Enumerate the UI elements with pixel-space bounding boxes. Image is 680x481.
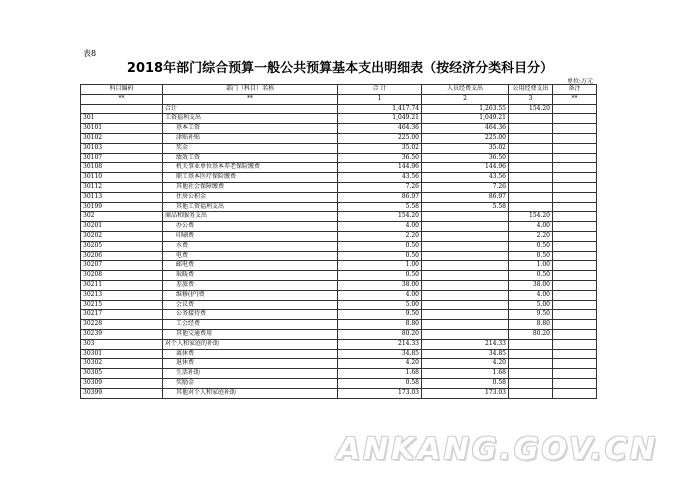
table-row xyxy=(81,124,597,134)
header-note: 备注 xyxy=(553,85,597,95)
cell-code: 30309 xyxy=(81,378,163,388)
table-row xyxy=(81,163,597,173)
table-row xyxy=(81,143,597,153)
cell-name: 绩效工资 xyxy=(163,153,338,163)
cell-total: 0.50 xyxy=(338,271,422,281)
cell-note xyxy=(553,388,597,398)
cell-name: 其他交通费用 xyxy=(163,329,338,339)
cell-name: 电费 xyxy=(163,251,338,261)
cell-code: 30202 xyxy=(81,231,163,241)
cell-personnel: 36.50 xyxy=(422,153,509,163)
cell-code: 302 xyxy=(81,212,163,222)
cell-code: 30206 xyxy=(81,251,163,261)
cell-name: 公务接待费 xyxy=(163,310,338,320)
cell-personnel xyxy=(422,251,509,261)
cell-public: 2.20 xyxy=(509,231,553,241)
cell-public: 80.20 xyxy=(509,329,553,339)
cell-code: 30305 xyxy=(81,369,163,379)
cell-personnel: 225.00 xyxy=(422,133,509,143)
cell-note xyxy=(553,222,597,232)
cell-total: 214.33 xyxy=(338,339,422,349)
table-row xyxy=(81,104,597,114)
cell-code: 30215 xyxy=(81,300,163,310)
cell-total: 154.20 xyxy=(338,212,422,222)
cell-total: 1,049.21 xyxy=(338,114,422,124)
cell-total: 35.02 xyxy=(338,143,422,153)
cell-name: 合计 xyxy=(163,104,338,114)
cell-note xyxy=(553,163,597,173)
cell-public: 0.50 xyxy=(509,271,553,281)
cell-name: 基本工资 xyxy=(163,124,338,134)
table-row xyxy=(81,339,597,349)
expenditure-table xyxy=(80,84,597,399)
site-watermark: ANKANG.GOV.CN xyxy=(336,432,658,467)
table-row xyxy=(81,310,597,320)
cell-public: 5.00 xyxy=(509,300,553,310)
cell-personnel: 1,049.21 xyxy=(422,114,509,124)
table-row xyxy=(81,212,597,222)
cell-note xyxy=(553,251,597,261)
cell-code: 30208 xyxy=(81,271,163,281)
table-row xyxy=(81,388,597,398)
cell-personnel xyxy=(422,212,509,222)
cell-code: 30108 xyxy=(81,163,163,173)
cell-personnel xyxy=(422,310,509,320)
header-name: 部门（科目）名称 xyxy=(163,85,338,95)
cell-note xyxy=(553,212,597,222)
cell-public: 1.00 xyxy=(509,261,553,271)
cell-total: 4.00 xyxy=(338,222,422,232)
cell-total: 0.58 xyxy=(338,378,422,388)
cell-total: 8.80 xyxy=(338,320,422,330)
cell-code: 30110 xyxy=(81,173,163,183)
cell-code: 30112 xyxy=(81,182,163,192)
cell-total: 34.85 xyxy=(338,349,422,359)
cell-note xyxy=(553,173,597,183)
cell-name: 其他工资福利支出 xyxy=(163,202,338,212)
cell-note xyxy=(553,153,597,163)
cell-code: 30399 xyxy=(81,388,163,398)
table-row xyxy=(81,231,597,241)
cell-code: 30199 xyxy=(81,202,163,212)
cell-total: 0.50 xyxy=(338,241,422,251)
cell-total: 4.00 xyxy=(338,290,422,300)
cell-total: 80.20 xyxy=(338,329,422,339)
cell-personnel xyxy=(422,329,509,339)
table-row xyxy=(81,290,597,300)
cell-personnel xyxy=(422,320,509,330)
cell-name: 奖励金 xyxy=(163,378,338,388)
subheader-code: ** xyxy=(81,94,163,104)
cell-code: 30103 xyxy=(81,143,163,153)
cell-note xyxy=(553,192,597,202)
cell-note xyxy=(553,182,597,192)
table-row xyxy=(81,133,597,143)
cell-name: 差旅费 xyxy=(163,280,338,290)
cell-total: 0.50 xyxy=(338,251,422,261)
cell-name: 奖金 xyxy=(163,143,338,153)
table-row xyxy=(81,261,597,271)
cell-public xyxy=(509,192,553,202)
cell-total: 5.58 xyxy=(338,202,422,212)
cell-personnel: 144.96 xyxy=(422,163,509,173)
cell-public xyxy=(509,359,553,369)
cell-personnel: 173.03 xyxy=(422,388,509,398)
cell-public xyxy=(509,143,553,153)
cell-public xyxy=(509,114,553,124)
header-row xyxy=(81,85,597,95)
cell-total: 2.20 xyxy=(338,231,422,241)
table-row xyxy=(81,241,597,251)
cell-note xyxy=(553,280,597,290)
cell-public: 38.00 xyxy=(509,280,553,290)
cell-name: 水费 xyxy=(163,241,338,251)
cell-public: 4.00 xyxy=(509,290,553,300)
cell-name: 生活补助 xyxy=(163,369,338,379)
cell-name: 机关事业单位基本养老保险缴费 xyxy=(163,163,338,173)
cell-name: 会议费 xyxy=(163,300,338,310)
cell-note xyxy=(553,339,597,349)
cell-note xyxy=(553,310,597,320)
cell-name: 工会经费 xyxy=(163,320,338,330)
cell-code: 30102 xyxy=(81,133,163,143)
cell-code: 30211 xyxy=(81,280,163,290)
cell-name: 取暖费 xyxy=(163,271,338,281)
table-row xyxy=(81,114,597,124)
cell-note xyxy=(553,124,597,134)
header-personnel: 人员经费支出 xyxy=(422,85,509,95)
cell-total: 4.20 xyxy=(338,359,422,369)
cell-personnel: 43.56 xyxy=(422,173,509,183)
cell-name: 对个人和家庭的补助 xyxy=(163,339,338,349)
cell-public xyxy=(509,124,553,134)
cell-public: 8.80 xyxy=(509,320,553,330)
cell-personnel xyxy=(422,241,509,251)
cell-name: 离休费 xyxy=(163,349,338,359)
cell-total: 144.96 xyxy=(338,163,422,173)
subheader-note: ** xyxy=(553,94,597,104)
subheader-name: ** xyxy=(163,94,338,104)
table-row xyxy=(81,349,597,359)
table-row xyxy=(81,320,597,330)
cell-note xyxy=(553,290,597,300)
cell-public: 0.50 xyxy=(509,251,553,261)
cell-note xyxy=(553,202,597,212)
subheader-public: 3 xyxy=(509,94,553,104)
cell-note xyxy=(553,114,597,124)
cell-personnel: 86.97 xyxy=(422,192,509,202)
table-row xyxy=(81,329,597,339)
cell-personnel: 464.36 xyxy=(422,124,509,134)
cell-public: 0.50 xyxy=(509,241,553,251)
cell-name: 印刷费 xyxy=(163,231,338,241)
cell-personnel xyxy=(422,300,509,310)
table-row xyxy=(81,369,597,379)
cell-total: 225.00 xyxy=(338,133,422,143)
cell-note xyxy=(553,329,597,339)
table-row xyxy=(81,173,597,183)
cell-personnel xyxy=(422,280,509,290)
cell-note xyxy=(553,300,597,310)
cell-name: 维修(护)费 xyxy=(163,290,338,300)
cell-total: 86.97 xyxy=(338,192,422,202)
cell-code: 30113 xyxy=(81,192,163,202)
cell-name: 办公费 xyxy=(163,222,338,232)
cell-note xyxy=(553,231,597,241)
cell-personnel: 4.20 xyxy=(422,359,509,369)
cell-name: 邮电费 xyxy=(163,261,338,271)
cell-public xyxy=(509,182,553,192)
table-row xyxy=(81,271,597,281)
cell-total: 36.50 xyxy=(338,153,422,163)
cell-public xyxy=(509,202,553,212)
cell-personnel: 5.58 xyxy=(422,202,509,212)
table-row xyxy=(81,300,597,310)
table-row xyxy=(81,153,597,163)
cell-code: 30101 xyxy=(81,124,163,134)
cell-public: 9.50 xyxy=(509,310,553,320)
cell-note xyxy=(553,241,597,251)
cell-code xyxy=(81,104,163,114)
document-title: 2018年部门综合预算一般公共预算基本支出明细表（按经济分类科目分） xyxy=(126,61,554,76)
table-row xyxy=(81,280,597,290)
cell-personnel xyxy=(422,271,509,281)
cell-name: 其他对个人和家庭补助 xyxy=(163,388,338,398)
header-total: 合 计 xyxy=(338,85,422,95)
cell-public: 154.20 xyxy=(509,212,553,222)
cell-total: 38.00 xyxy=(338,280,422,290)
table-row xyxy=(81,222,597,232)
cell-total: 5.00 xyxy=(338,300,422,310)
cell-public xyxy=(509,378,553,388)
cell-code: 30207 xyxy=(81,261,163,271)
cell-public xyxy=(509,339,553,349)
cell-public: 154.20 xyxy=(509,104,553,114)
cell-name: 职工基本医疗保险缴费 xyxy=(163,173,338,183)
cell-total: 1.68 xyxy=(338,369,422,379)
cell-name: 住房公积金 xyxy=(163,192,338,202)
cell-personnel xyxy=(422,290,509,300)
cell-personnel xyxy=(422,231,509,241)
cell-code: 301 xyxy=(81,114,163,124)
subheader-row xyxy=(81,94,597,104)
cell-total: 464.36 xyxy=(338,124,422,134)
cell-total: 9.50 xyxy=(338,310,422,320)
cell-note xyxy=(553,320,597,330)
cell-name: 退休费 xyxy=(163,359,338,369)
cell-total: 1.00 xyxy=(338,261,422,271)
cell-public xyxy=(509,349,553,359)
cell-total: 173.03 xyxy=(338,388,422,398)
header-public: 公用经费支出 xyxy=(509,85,553,95)
header-code: 科目编码 xyxy=(81,85,163,95)
cell-personnel xyxy=(422,261,509,271)
table-body xyxy=(81,104,597,398)
cell-total: 1,417.74 xyxy=(338,104,422,114)
subheader-total: 1 xyxy=(338,94,422,104)
cell-public: 4.00 xyxy=(509,222,553,232)
cell-note xyxy=(553,261,597,271)
cell-personnel: 1.68 xyxy=(422,369,509,379)
cell-personnel: 214.33 xyxy=(422,339,509,349)
cell-note xyxy=(553,359,597,369)
cell-name: 津贴补贴 xyxy=(163,133,338,143)
table-row xyxy=(81,202,597,212)
cell-personnel xyxy=(422,222,509,232)
cell-name: 商品和服务支出 xyxy=(163,212,338,222)
table-row xyxy=(81,359,597,369)
cell-personnel: 7.26 xyxy=(422,182,509,192)
cell-note xyxy=(553,104,597,114)
cell-code: 30205 xyxy=(81,241,163,251)
cell-public xyxy=(509,163,553,173)
cell-code: 30302 xyxy=(81,359,163,369)
cell-code: 30228 xyxy=(81,320,163,330)
cell-personnel: 35.02 xyxy=(422,143,509,153)
cell-note xyxy=(553,369,597,379)
subheader-personnel: 2 xyxy=(422,94,509,104)
cell-public xyxy=(509,388,553,398)
cell-note xyxy=(553,271,597,281)
cell-personnel: 1,263.55 xyxy=(422,104,509,114)
cell-public xyxy=(509,153,553,163)
cell-code: 30301 xyxy=(81,349,163,359)
cell-public xyxy=(509,133,553,143)
cell-name: 其他社会保障缴费 xyxy=(163,182,338,192)
cell-code: 30107 xyxy=(81,153,163,163)
table-row xyxy=(81,192,597,202)
table-row xyxy=(81,251,597,261)
cell-code: 30217 xyxy=(81,310,163,320)
cell-public xyxy=(509,369,553,379)
unit-label: 单位:万元 xyxy=(566,78,593,85)
cell-code: 303 xyxy=(81,339,163,349)
cell-note xyxy=(553,133,597,143)
cell-note xyxy=(553,378,597,388)
table-row xyxy=(81,182,597,192)
cell-personnel: 34.85 xyxy=(422,349,509,359)
cell-public xyxy=(509,173,553,183)
cell-note xyxy=(553,349,597,359)
cell-name: 工资福利支出 xyxy=(163,114,338,124)
table-number: 表8 xyxy=(83,49,97,58)
cell-code: 30239 xyxy=(81,329,163,339)
cell-total: 7.26 xyxy=(338,182,422,192)
cell-note xyxy=(553,143,597,153)
cell-code: 30213 xyxy=(81,290,163,300)
table-row xyxy=(81,378,597,388)
cell-code: 30201 xyxy=(81,222,163,232)
cell-personnel: 0.58 xyxy=(422,378,509,388)
cell-total: 43.56 xyxy=(338,173,422,183)
